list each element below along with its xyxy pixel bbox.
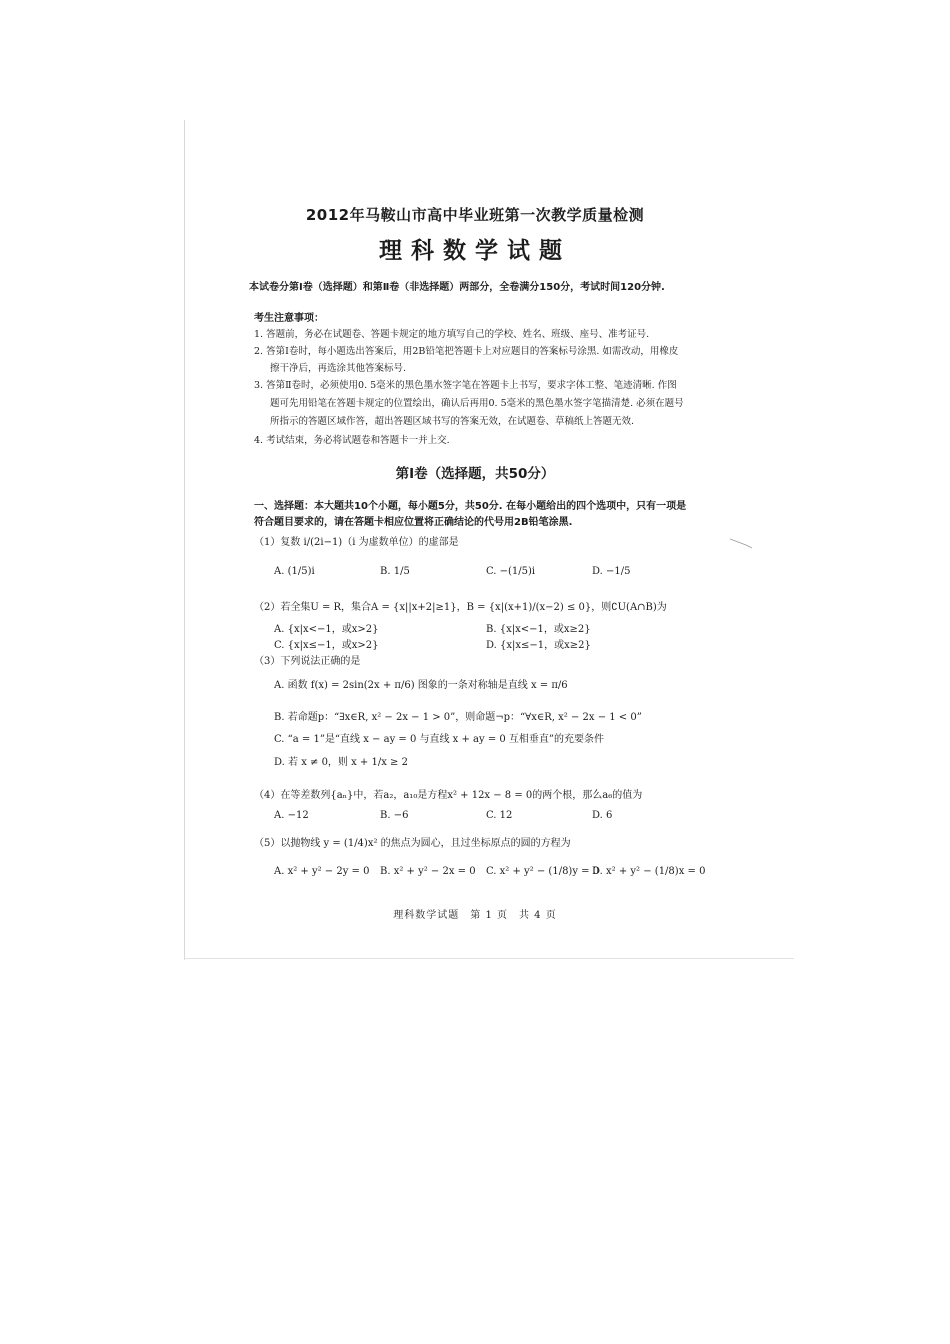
note-3-line-1: 3. 答第Ⅱ卷时，必须使用0. 5毫米的黑色墨水签字笔在答题卡上书写，要求字体工整、笔迹清晰. 作图 bbox=[254, 380, 677, 391]
section-heading: 第Ⅰ卷（选择题，共50分） bbox=[395, 466, 555, 482]
question-1-stem: （1）复数 i/(2i−1)（i 为虚数单位）的虚部是 bbox=[254, 537, 459, 548]
question-3-option-d: D. 若 x ≠ 0，则 x + 1/x ≥ 2 bbox=[274, 757, 408, 768]
note-1: 1. 答题前，务必在试题卷、答题卡规定的地方填写自己的学校、姓名、班级、座号、准考证号. bbox=[254, 329, 650, 340]
question-5-option-a: A. x² + y² − 2y = 0 bbox=[274, 866, 370, 877]
section-intro-line-1: 一、选择题：本大题共10个小题，每小题5分，共50分. 在每小题给出的四个选项中，只有一项是 bbox=[254, 501, 687, 512]
note-2-line-2: 擦干净后，再选涂其他答案标号. bbox=[270, 363, 407, 374]
question-2-option-d: D. {x|x≤−1，或x≥2} bbox=[486, 640, 591, 651]
question-4-option-b: B. −6 bbox=[380, 810, 409, 821]
question-2-option-a: A. {x|x<−1，或x>2} bbox=[274, 624, 379, 635]
question-5-option-d: D. x² + y² − (1/8)x = 0 bbox=[592, 866, 706, 877]
question-2-stem: （2）若全集U = R，集合A = {x||x+2|≥1}，B = {x|(x+1)/(x−2) ≤ 0}，则∁U(A∩B)为 bbox=[254, 602, 667, 613]
scan-edge-bottom bbox=[184, 958, 794, 959]
note-3-line-2: 题可先用铅笔在答题卡规定的位置绘出，确认后再用0. 5毫米的黑色墨水签字笔描清楚. 必须在题号 bbox=[270, 398, 684, 409]
question-4-option-c: C. 12 bbox=[486, 810, 513, 821]
question-1-option-d: D. −1/5 bbox=[592, 566, 631, 577]
question-2-option-b: B. {x|x<−1，或x≥2} bbox=[486, 624, 591, 635]
question-5-option-b: B. x² + y² − 2x = 0 bbox=[380, 866, 476, 877]
note-3-line-3: 所指示的答题区域作答，超出答题区域书写的答案无效，在试题卷、草稿纸上答题无效. bbox=[270, 416, 635, 427]
exam-title: 2012年马鞍山市高中毕业班第一次教学质量检测 bbox=[305, 206, 645, 224]
question-5-option-c: C. x² + y² − (1/8)y = 0 bbox=[486, 866, 600, 877]
question-3-option-c: C. “a = 1”是“直线 x − ay = 0 与直线 x + ay = 0 互相垂直”的充要条件 bbox=[274, 734, 605, 745]
question-4-option-a: A. −12 bbox=[274, 810, 309, 821]
question-4-stem: （4）在等差数列{aₙ}中，若a₂，a₁₀是方程x² + 12x − 8 = 0的两个根，那么a₆的值为 bbox=[254, 790, 643, 801]
question-5-stem: （5）以抛物线 y = (1/4)x² 的焦点为圆心，且过坐标原点的圆的方程为 bbox=[254, 838, 571, 849]
page-footer: 理科数学试题 第 1 页 共 4 页 bbox=[393, 910, 557, 921]
section-intro-line-2: 符合题目要求的，请在答题卡相应位置将正确结论的代号用2B铅笔涂黑. bbox=[254, 517, 573, 528]
note-2-line-1: 2. 答第Ⅰ卷时，每小题选出答案后，用2B铅笔把答题卡上对应题目的答案标号涂黑. 如需改动，用橡皮 bbox=[254, 346, 679, 357]
exam-subtitle: 理科数学试题 bbox=[379, 237, 571, 264]
question-3-option-a: A. 函数 f(x) = 2sin(2x + π/6) 图象的一条对称轴是直线 x = π/6 bbox=[274, 680, 568, 691]
question-2-option-c: C. {x|x≤−1，或x>2} bbox=[274, 640, 379, 651]
exam-intro: 本试卷分第Ⅰ卷（选择题）和第Ⅱ卷（非选择题）两部分，全卷满分150分，考试时间120分钟. bbox=[249, 282, 665, 293]
question-1-option-b: B. 1/5 bbox=[380, 566, 410, 577]
question-3-stem: （3）下列说法正确的是 bbox=[254, 656, 361, 667]
question-4-option-d: D. 6 bbox=[592, 810, 613, 821]
note-4: 4. 考试结束，务必将试题卷和答题卡一并上交. bbox=[254, 435, 450, 446]
notes-heading: 考生注意事项： bbox=[254, 313, 324, 324]
question-3-option-b: B. 若命题p：“∃x∈R, x² − 2x − 1 > 0”，则命题¬p：“∀x∈R, x² − 2x − 1 < 0” bbox=[274, 712, 642, 723]
pen-mark-icon bbox=[728, 536, 754, 550]
question-1-option-c: C. −(1/5)i bbox=[486, 566, 536, 577]
question-1-option-a: A. (1/5)i bbox=[274, 566, 315, 577]
